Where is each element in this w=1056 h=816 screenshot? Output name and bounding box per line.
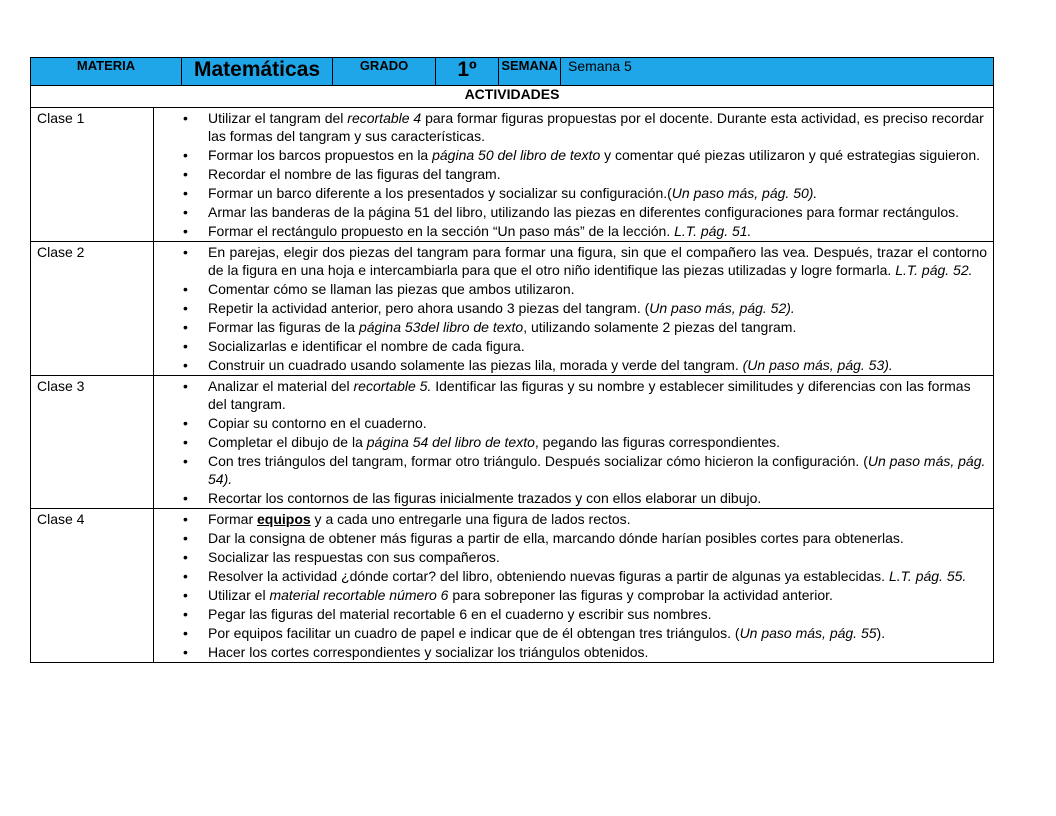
activity-text: Utilizar el tangram del [208, 110, 348, 126]
activity-item [208, 299, 987, 317]
materia-value: Matemáticas [182, 58, 333, 86]
activity-text: Pegar las figuras del material recortable 6 en el cuaderno y escribir sus nombres. [208, 606, 712, 622]
activity-item [208, 356, 987, 374]
activity-text: Formar [208, 511, 257, 527]
activity-reference: recortable 5. [353, 378, 432, 394]
activity-item [208, 318, 987, 336]
class-row [31, 376, 994, 509]
activities-title: ACTIVIDADES [31, 86, 994, 108]
activity-item [208, 203, 987, 221]
activity-reference: L.T. pág. 51. [674, 223, 752, 239]
activity-item [208, 222, 987, 240]
activity-text: En parejas, elegir dos piezas del tangram para formar una figura, sin que el compañero las vea. Después, trazar el contorno de la figura en una hoja e intercambiarla para que el otro niño identifique las piezas utilizadas y logre formarla. [208, 244, 988, 278]
activity-reference: recortable 4 [347, 110, 422, 126]
activity-item [208, 433, 987, 451]
class-label: Clase 1 [31, 108, 154, 242]
activity-text: Identificar las figuras y su nombre y establecer similitudes y diferencias con las formas del tangram. [208, 378, 971, 412]
activity-item [208, 377, 987, 413]
activity-item [208, 586, 987, 604]
activity-reference: Un paso más, pág. 50). [671, 185, 818, 201]
class-row [31, 108, 994, 242]
activity-reference: L.T. pág. 52. [895, 262, 973, 278]
header-row [31, 58, 994, 86]
activity-text: Recordar el nombre de las figuras del tangram. [208, 166, 501, 182]
activity-text: Copiar su contorno en el cuaderno. [208, 415, 427, 431]
activity-item [208, 452, 987, 488]
activity-reference: página 50 del libro de texto [432, 147, 601, 163]
activity-item [208, 624, 987, 642]
class-label: Clase 3 [31, 376, 154, 509]
activity-text: Dar la consigna de obtener más figuras a partir de ella, marcando dónde harían posibles cortes para obtenerlas. [208, 530, 904, 546]
class-label: Clase 2 [31, 242, 154, 376]
activity-item [208, 548, 987, 566]
lesson-plan-document [30, 57, 993, 663]
class-activities [154, 509, 994, 663]
class-activities [154, 242, 994, 376]
activity-reference: Un paso más, pág. 52). [649, 300, 795, 316]
activity-text: para sobreponer las figuras y comprobar la actividad anterior. [448, 587, 833, 603]
activity-item [208, 567, 987, 585]
activity-text: y a cada uno entregarle una figura de lados rectos. [310, 511, 631, 527]
activity-text: ). [876, 625, 886, 641]
activity-text: Completar el dibujo de la [208, 434, 367, 450]
class-row [31, 509, 994, 663]
activity-text: Socializarlas e identificar el nombre de cada figura. [208, 338, 525, 354]
materia-label: MATERIA [31, 58, 182, 86]
activity-item [208, 510, 987, 528]
activity-text: Formar un barco diferente a los presentados y socializar su configuración.( [208, 185, 672, 201]
activity-text: y comentar qué piezas utilizaron y qué estrategias siguieron. [600, 147, 980, 163]
activity-text: Formar las figuras de la [208, 319, 359, 335]
class-activities [154, 376, 994, 509]
activity-text: Analizar el material del [208, 378, 354, 394]
activity-reference: Un paso más, pág. 55 [739, 625, 877, 641]
class-row [31, 242, 994, 376]
activity-text: , utilizando solamente 2 piezas del tangram. [523, 319, 797, 335]
activity-text: Formar los barcos propuestos en la [208, 147, 433, 163]
activity-reference: (Un paso más, pág. 53). [742, 357, 893, 373]
grado-value: 1º [436, 58, 499, 86]
activity-text: , pegando las figuras correspondientes. [534, 434, 781, 450]
activity-reference: material recortable número 6 [269, 587, 449, 603]
activity-text: Formar el rectángulo propuesto en la sección “Un paso más” de la lección. [208, 223, 675, 239]
activity-text: Construir un cuadrado usando solamente las piezas lila, morada y verde del tangram. [208, 357, 743, 373]
activity-text: Repetir la actividad anterior, pero ahora usando 3 piezas del tangram. ( [208, 300, 650, 316]
activity-reference: L.T. pág. 55. [888, 568, 967, 584]
activity-text: Con tres triángulos del tangram, formar otro triángulo. Después socializar cómo hicieron la configuración. ( [208, 453, 868, 469]
activity-text: Socializar las respuestas con sus compañeros. [208, 549, 500, 565]
activity-text: Hacer los cortes correspondientes y socializar los triángulos obtenidos. [208, 644, 649, 660]
semana-value: Semana 5 [561, 58, 994, 86]
activity-item [208, 414, 987, 432]
activity-item [208, 146, 987, 164]
activity-text: Por equipos facilitar un cuadro de papel e indicar que de él obtengan tres triángulos. ( [208, 625, 740, 641]
class-activities [154, 108, 994, 242]
activity-item [208, 529, 987, 547]
activity-text: Armar las banderas de la página 51 del libro, utilizando las piezas en diferentes configuraciones para formar rectángulos. [208, 204, 959, 220]
class-label: Clase 4 [31, 509, 154, 663]
activity-text: Resolver la actividad ¿dónde cortar? del libro, obteniendo nuevas figuras a partir de algunas ya establecidas. [208, 568, 889, 584]
activity-item [208, 165, 987, 183]
activity-list [154, 509, 993, 661]
activity-item [208, 605, 987, 623]
activity-list [154, 242, 993, 374]
activity-emphasis: equipos [257, 511, 311, 527]
activity-text: Comentar cómo se llaman las piezas que ambos utilizaron. [208, 281, 575, 297]
activity-item [208, 109, 987, 145]
activity-reference: página 54 del libro de texto [366, 434, 535, 450]
activity-text: Recortar los contornos de las figuras inicialmente trazados y con ellos elaborar un dibujo. [208, 490, 762, 506]
activities-header-row [31, 86, 994, 108]
activity-text: para formar figuras propuestas por el docente. Durante esta actividad, es preciso recordar las formas del tangram y sus características. [208, 110, 984, 144]
activity-item [208, 337, 987, 355]
activity-item [208, 643, 987, 661]
activity-item [208, 489, 987, 507]
grado-label: GRADO [333, 58, 436, 86]
activity-item [208, 243, 987, 279]
activity-reference: página 53del libro de texto [358, 319, 524, 335]
activity-text: Utilizar el [208, 587, 270, 603]
activity-item [208, 184, 987, 202]
semana-label: SEMANA [499, 58, 561, 86]
activity-list [154, 108, 993, 240]
activity-list [154, 376, 993, 507]
activity-reference: Un paso más, pág. 54). [208, 453, 986, 487]
lesson-plan-table [30, 57, 994, 663]
activity-item [208, 280, 987, 298]
